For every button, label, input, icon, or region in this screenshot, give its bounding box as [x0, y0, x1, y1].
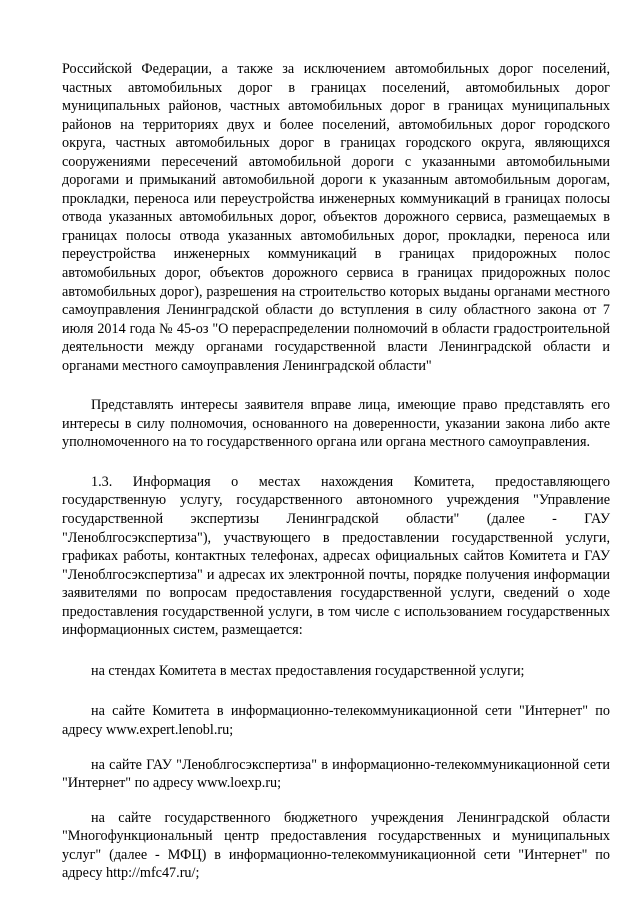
list-item-committee-website: на сайте Комитета в информационно-телекоммуникационной сети "Интернет" по адресу www.expert.lenobl.ru; [62, 703, 610, 738]
list-item-mfc-website: на сайте государственного бюджетного учреждения Ленинградской области "Многофункциональный центр предоставления государственных и муниципальных услуг" (далее - МФЦ) в информационно-телекоммуникационной сети "Интернет" по адресу http://mfc47.ru/; [62, 809, 610, 882]
list-item-gau-website: на сайте ГАУ "Леноблгосэкспертиза" в информационно-телекоммуникационной сети "Интернет" по адресу www.loexp.ru; [62, 756, 610, 792]
document-page [62, 60, 610, 883]
paragraph-road-exceptions: Российской Федерации, а также за исключением автомобильных дорог поселений, частных автомобильных дорог в границах поселений, автомобильных дорог муниципальных районов, частных автомобильных дорог в границах муниципальных районов на территориях двух и более поселений, автомобильных дорог городского округа, частных автомобильных дорог в границах городского округа, являющихся сооружениями пересечений автомобильной дороги с указанными автомобильными дорогами и примыканий автомобильной дороги к указанным автомобильным дорогам, прокладки, переноса или переустройства инженерных коммуникаций в границах полосы отвода указанных автомобильных дорог, объектов дорожного сервиса, размещаемых в границах полосы отвода указанных автомобильных дорог, прокладки, переноса или переустройства инженерных коммуникаций в границах придорожных полос автомобильных дорог, объектов дорожного сервиса в границах придорожных полос автомобильных дорог), разрешения на строительство которых выданы органами местного самоуправления Ленинградской области до вступления в силу областного закона от 7 июля 2014 года № 45-оз "О перераспределении полномочий в области градостроительной деятельности между органами государственной власти Ленинградской области и органами местного самоуправления Ленинградской области" [62, 61, 610, 374]
list-item-committee-stands: на стендах Комитета в местах предоставления государственной услуги; [91, 662, 525, 679]
paragraph-representatives: Представлять интересы заявителя вправе лица, имеющие право представлять его интересы в силу полномочия, основанного на доверенности, указании закона либо акте уполномоченного на то государственного органа или органа местного самоуправления. [62, 397, 610, 451]
paragraph-section-1-3: 1.3. Информация о местах нахождения Комитета, предоставляющего государственную услугу, государственного автономного учреждения "Управление государственной экспертизы Ленинградской области" (далее - ГАУ "Леноблгосэкспертиза"), участвующего в предоставлении государственной услуги, графиках работы, контактных телефонах, адресах официальных сайтов Комитета и ГАУ "Леноблгосэкспертиза" и адресах их электронной почты, порядке получения информации заявителями по вопросам предоставления государственной услуги, сведений о ходе предоставления государственной услуги, в том числе с использованием государственных информационных систем, размещается: [62, 473, 610, 639]
